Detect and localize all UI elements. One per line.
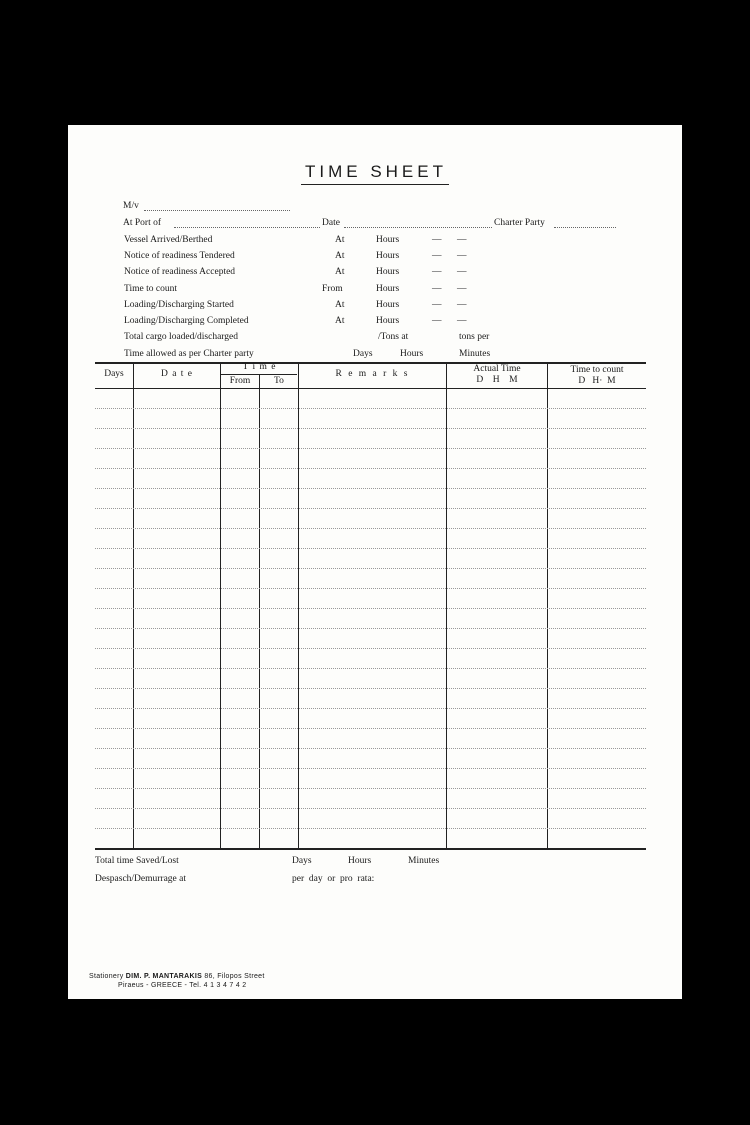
table-row[interactable] bbox=[95, 588, 646, 589]
time-allowed-label: Time allowed as per Charter party bbox=[124, 349, 254, 359]
event-dash: — bbox=[457, 300, 467, 310]
table-row[interactable] bbox=[95, 828, 646, 829]
event-dash: — bbox=[457, 316, 467, 326]
charter-party-field[interactable] bbox=[554, 227, 616, 228]
event-label: Time to count bbox=[124, 284, 177, 294]
table-row[interactable] bbox=[95, 648, 646, 649]
event-at: At bbox=[335, 235, 345, 245]
charter-party-label: Charter Party bbox=[494, 218, 545, 228]
event-hours: Hours bbox=[376, 267, 400, 277]
table-row[interactable] bbox=[95, 808, 646, 809]
table-row[interactable] bbox=[95, 428, 646, 429]
tons-at-label: /Tons at bbox=[378, 332, 409, 342]
per-day-label: per day or pro rata: bbox=[292, 874, 375, 884]
event-label: Notice of readiness Accepted bbox=[124, 267, 236, 277]
event-at: At bbox=[335, 316, 345, 326]
event-dash: — bbox=[432, 267, 442, 277]
date-field[interactable] bbox=[344, 227, 492, 228]
event-hours: Hours bbox=[376, 251, 400, 261]
table-row[interactable] bbox=[95, 488, 646, 489]
event-from: From bbox=[322, 284, 343, 294]
table-row[interactable] bbox=[95, 708, 646, 709]
event-dash: — bbox=[457, 267, 467, 277]
total-saved-label: Total time Saved/Lost bbox=[95, 856, 179, 866]
event-label: Vessel Arrived/Berthed bbox=[124, 235, 213, 245]
table-row[interactable] bbox=[95, 628, 646, 629]
col-header-date: D a t e bbox=[160, 369, 194, 379]
event-dash: — bbox=[457, 251, 467, 261]
form-title: TIME SHEET bbox=[68, 162, 682, 185]
port-field[interactable] bbox=[174, 227, 320, 228]
total-days: Days bbox=[292, 856, 312, 866]
col-header-days: Days bbox=[104, 369, 124, 379]
cargo-label: Total cargo loaded/discharged bbox=[124, 332, 238, 342]
event-dash: — bbox=[457, 284, 467, 294]
event-dash: — bbox=[432, 284, 442, 294]
col-header-time: T i m e bbox=[242, 362, 277, 372]
table-row[interactable] bbox=[95, 748, 646, 749]
col-header-time-to-count: Time to count bbox=[570, 365, 624, 375]
mv-field[interactable] bbox=[144, 210, 290, 211]
col-divider-from bbox=[259, 374, 260, 848]
event-label: Loading/Discharging Completed bbox=[124, 316, 249, 326]
port-label: At Port of bbox=[123, 218, 161, 228]
col-divider-remarks bbox=[446, 362, 447, 848]
table-row[interactable] bbox=[95, 528, 646, 529]
table-row[interactable] bbox=[95, 468, 646, 469]
event-at: At bbox=[335, 251, 345, 261]
event-dash: — bbox=[432, 235, 442, 245]
table-row[interactable] bbox=[95, 788, 646, 789]
allowed-minutes: Minutes bbox=[459, 349, 491, 359]
event-label: Loading/Discharging Started bbox=[124, 300, 234, 310]
table-row[interactable] bbox=[95, 688, 646, 689]
despatch-label: Despasch/Demurrage at bbox=[95, 874, 187, 884]
total-minutes: Minutes bbox=[408, 856, 440, 866]
printer-street: 86, Filopos Street bbox=[204, 973, 265, 980]
allowed-days: Days bbox=[353, 349, 373, 359]
col-header-count-dhm: D H· M bbox=[578, 376, 616, 386]
event-label: Notice of readiness Tendered bbox=[124, 251, 235, 261]
col-divider-actual bbox=[547, 362, 548, 848]
printer-name: DIM. P. MANTARAKIS bbox=[125, 973, 203, 980]
event-dash: — bbox=[432, 316, 442, 326]
table-row[interactable] bbox=[95, 408, 646, 409]
total-hours: Hours bbox=[348, 856, 372, 866]
mv-label: M/v bbox=[123, 201, 139, 211]
event-dash: — bbox=[432, 300, 442, 310]
table-row[interactable] bbox=[95, 508, 646, 509]
event-hours: Hours bbox=[376, 316, 400, 326]
table-row[interactable] bbox=[95, 728, 646, 729]
table-header-rule bbox=[95, 388, 646, 389]
date-label: Date bbox=[322, 218, 340, 228]
event-at: At bbox=[335, 300, 345, 310]
allowed-hours: Hours bbox=[400, 349, 424, 359]
printer-credit bbox=[89, 972, 265, 981]
col-header-from: From bbox=[229, 376, 251, 386]
col-header-actual-dhm: D H M bbox=[476, 375, 518, 385]
stationery-label: Stationery bbox=[89, 973, 124, 980]
event-hours: Hours bbox=[376, 284, 400, 294]
col-divider-days bbox=[133, 362, 134, 848]
table-row[interactable] bbox=[95, 548, 646, 549]
col-divider-to bbox=[298, 362, 299, 848]
event-at: At bbox=[335, 267, 345, 277]
table-row[interactable] bbox=[95, 608, 646, 609]
table-top-rule bbox=[95, 362, 646, 364]
event-dash: — bbox=[457, 235, 467, 245]
table-row[interactable] bbox=[95, 568, 646, 569]
col-header-to: To bbox=[274, 376, 284, 386]
col-divider-date bbox=[220, 362, 221, 848]
table-bottom-rule bbox=[95, 848, 646, 850]
col-header-actual-time: Actual Time bbox=[473, 364, 521, 374]
event-hours: Hours bbox=[376, 235, 400, 245]
col-header-remarks: R e m a r k s bbox=[335, 369, 410, 379]
time-sheet-form bbox=[68, 125, 682, 999]
table-row[interactable] bbox=[95, 668, 646, 669]
table-row[interactable] bbox=[95, 768, 646, 769]
printer-city: Piraeus - GREECE - Tel. 4 1 3 4 7 4 2 bbox=[118, 982, 247, 989]
event-hours: Hours bbox=[376, 300, 400, 310]
event-dash: — bbox=[432, 251, 442, 261]
table-row[interactable] bbox=[95, 448, 646, 449]
tons-per-label: tons per bbox=[459, 332, 490, 342]
